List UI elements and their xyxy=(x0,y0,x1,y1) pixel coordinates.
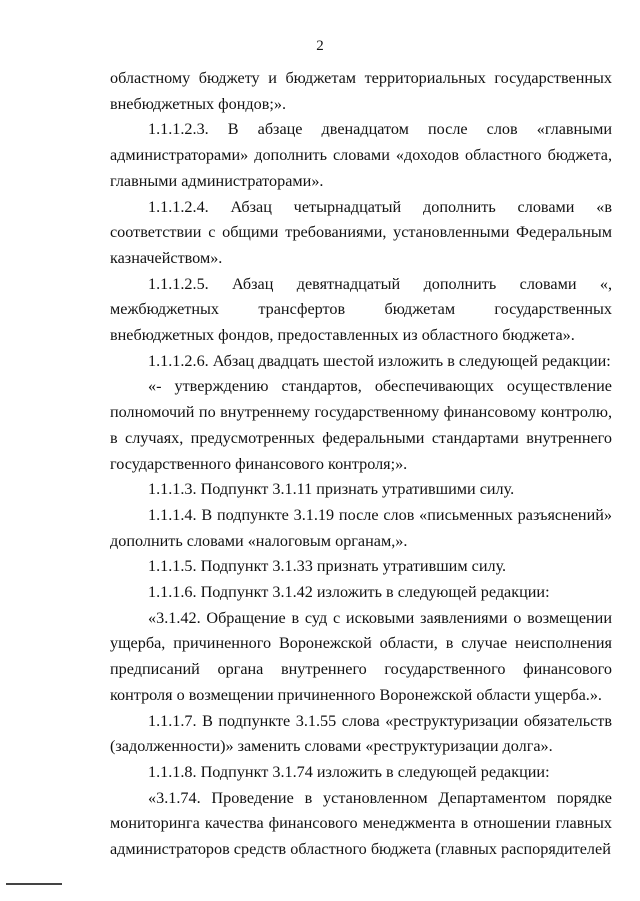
page-number: 2 xyxy=(316,38,324,54)
paragraph-1-1-1-6: 1.1.1.6. Подпункт 3.1.42 изложить в следующей редакции: xyxy=(148,583,550,602)
paragraph-continuation: областному бюджету и бюджетам территориальных государственных внебюджетных фондов;». xyxy=(110,69,612,113)
paragraph-quoted-standards: «- утверждению стандартов, обеспечивающих осуществление полномочий по внутреннему государственному финансовому контролю, в случаях, предусмотренных федеральными стандартами внутреннего государственного финансового контроля;». xyxy=(110,377,612,473)
paragraph-1-1-1-5: 1.1.1.5. Подпункт 3.1.33 признать утратившим силу. xyxy=(148,557,507,576)
paragraph-1-1-1-2-3: 1.1.1.2.3. В абзаце двенадцатом после слов «главными администраторами» дополнить словами «доходов областного бюджета, главными администраторами». xyxy=(110,120,612,190)
paragraph-1-1-1-3: 1.1.1.3. Подпункт 3.1.11 признать утратившими силу. xyxy=(148,480,515,499)
paragraph-1-1-1-2-5: 1.1.1.2.5. Абзац девятнадцатый дополнить словами «, межбюджетных трансфертов бюджетам государственных внебюджетных фондов, предоставленных из областного бюджета». xyxy=(110,274,612,345)
scan-artifact-line xyxy=(6,883,62,885)
paragraph-quoted-3-1-74: «3.1.74. Проведение в установленном Департаментом порядке мониторинга качества финансового менеджмента в отношении главных администраторов средств областного бюджета (главных распорядителей xyxy=(110,788,612,859)
document-body xyxy=(110,66,612,863)
paragraph-1-1-1-7: 1.1.1.7. В подпункте 3.1.55 слова «реструктуризации обязательств (задолженности)» заменить словами «реструктуризации долга». xyxy=(110,711,612,756)
paragraph-1-1-1-8: 1.1.1.8. Подпункт 3.1.74 изложить в следующей редакции: xyxy=(148,762,550,781)
paragraph-quoted-3-1-42: «3.1.42. Обращение в суд с исковыми заявлениями о возмещении ущерба, причиненного Воронежской области, в случае неисполнения предписаний органа внутреннего государственного финансового контроля о возмещении причиненного Воронежской области ущерба.». xyxy=(110,608,612,704)
paragraph-1-1-1-4: 1.1.1.4. В подпункте 3.1.19 после слов «письменных разъяснений» дополнить словами «налоговым органам,». xyxy=(110,505,612,550)
paragraph-1-1-1-2-4: 1.1.1.2.4. Абзац четырнадцатый дополнить словами «в соответствии с общими требованиями, установленными Федеральным казначейством». xyxy=(110,197,612,267)
paragraph-1-1-1-2-6: 1.1.1.2.6. Абзац двадцать шестой изложить в следующей редакции: xyxy=(148,351,611,370)
